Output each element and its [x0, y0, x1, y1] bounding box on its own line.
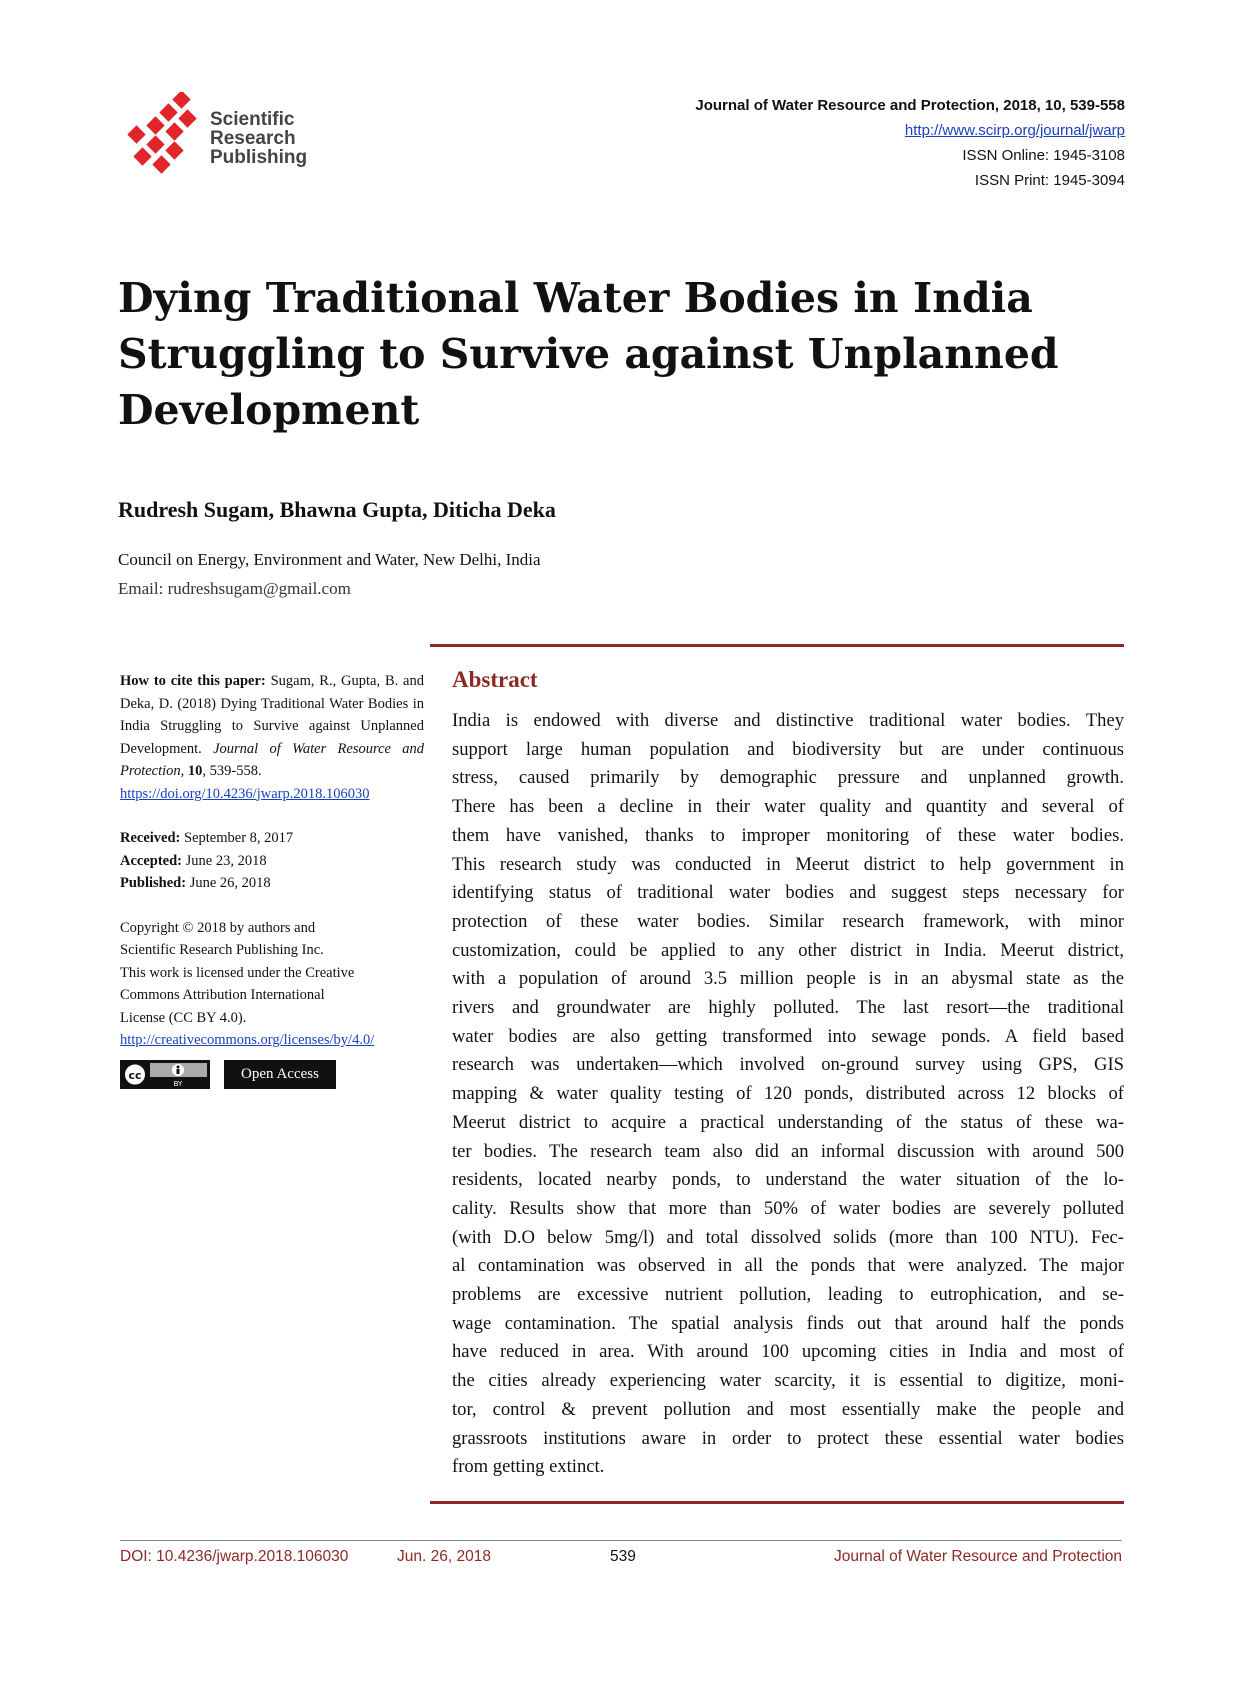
logo-wordmark: [210, 110, 307, 167]
abstract-line: al contamination was observed in all the ponds that were analyzed. The major: [452, 1255, 1124, 1277]
paper-title: [118, 270, 1059, 438]
svg-text:cc: cc: [128, 1068, 142, 1082]
abstract-line: customization, could be applied to any other district in India. Meerut district,: [452, 939, 1124, 961]
logo-diamond-grid-icon: [120, 92, 206, 178]
published-label: Published:: [120, 875, 187, 891]
accepted-label: Accepted:: [120, 852, 183, 869]
journal-citation: Journal of Water Resource and Protection, 2018, 10, 539-558: [695, 97, 1125, 114]
copyright-line: This work is licensed under the Creative: [120, 964, 355, 981]
abstract-line: identifying status of traditional water bodies and suggest steps necessary for: [452, 882, 1124, 904]
cite-journal: Journal of Water Resource and Protection,: [120, 740, 425, 779]
logo-line: Publishing: [210, 147, 308, 168]
cite-pages: , 539-558.: [202, 763, 262, 779]
title-line: Development: [118, 386, 420, 434]
open-access-badge[interactable]: Open Access: [224, 1060, 336, 1089]
abstract-line: them have vanished, thanks to improper monitoring of these water bodies.: [452, 824, 1124, 846]
accepted-row: [120, 850, 424, 873]
abstract-line: water bodies are also getting transformed into sewage ponds. A field based: [452, 1025, 1124, 1047]
issn-print: ISSN Print: 1945-3094: [974, 172, 1125, 189]
received-row: [120, 827, 424, 850]
logo-line: Research: [210, 128, 296, 149]
title-line: Struggling to Survive against Unplanned: [118, 330, 1059, 378]
abstract-line: tor, control & prevent pollution and most essentially make the people and: [452, 1398, 1124, 1420]
abstract-line: have reduced in area. With around 100 upcoming cities in India and most of: [452, 1341, 1124, 1363]
abstract-line: There has been a decline in their water quality and quantity and several of: [452, 796, 1124, 818]
citation-sidebar: [120, 670, 424, 1090]
abstract-line: (with D.O below 5mg/l) and total dissolved solids (more than 100 NTU). Fec-: [452, 1226, 1124, 1248]
affiliation: Council on Energy, Environment and Water, New Delhi, India: [118, 550, 541, 569]
creative-commons-icon: [120, 1060, 210, 1089]
abstract-heading: Abstract: [452, 667, 538, 692]
issn-online: ISSN Online: 1945-3108: [962, 147, 1125, 164]
license-link[interactable]: http://creativecommons.org/licenses/by/4.0/: [120, 1032, 375, 1048]
received-label: Received:: [120, 830, 181, 846]
journal-url-link[interactable]: http://www.scirp.org/journal/jwarp: [904, 122, 1125, 139]
footer-rule: [120, 1540, 1122, 1541]
license-badges: [120, 1060, 424, 1090]
copyright-line: Scientific Research Publishing Inc.: [120, 942, 324, 958]
published-row: [120, 872, 424, 895]
footer-page-number: 539: [610, 1548, 636, 1565]
publisher-logo: [120, 92, 320, 182]
abstract-line: cality. Results show that more than 50% of water bodies are severely polluted: [452, 1197, 1124, 1219]
abstract-line: research was undertaken—which involved on-ground survey using GPS, GIS: [452, 1054, 1124, 1076]
abstract-bottom-rule: [430, 1501, 1124, 1504]
abstract-line: problems are excessive nutrient pollution, leading to eutrophication, and se-: [452, 1284, 1124, 1306]
footer-doi: DOI: 10.4236/jwarp.2018.106030: [120, 1548, 349, 1565]
abstract-line: rivers and groundwater are highly polluted. The last resort—the traditional: [452, 997, 1124, 1019]
received-date: September 8, 2017: [184, 830, 294, 846]
footer-journal: Journal of Water Resource and Protection: [833, 1548, 1122, 1565]
cite-label: How to cite this paper:: [120, 673, 266, 689]
title-line: Dying Traditional Water Bodies in India: [118, 274, 1033, 322]
author-email: Email: rudreshsugam@gmail.com: [118, 579, 351, 598]
abstract-line: support large human population and biodiversity but are under continuous: [452, 738, 1124, 760]
footer-date: Jun. 26, 2018: [397, 1548, 491, 1565]
abstract-line: mapping & water quality testing of 120 ponds, distributed across 12 blocks of: [452, 1083, 1124, 1105]
abstract-line: ter bodies. The research team also did an informal discussion with around 500: [452, 1140, 1124, 1162]
abstract-line: the cities already experiencing water scarcity, it is essential to digitize, moni-: [452, 1370, 1124, 1392]
abstract-line: stress, caused primarily by demographic pressure and unplanned growth.: [452, 767, 1124, 789]
abstract-line: This research study was conducted in Meerut district to help government in: [452, 853, 1124, 875]
copyright-line: Copyright © 2018 by authors and: [120, 919, 316, 936]
cc-by-badge[interactable]: [120, 1060, 210, 1089]
published-date: June 26, 2018: [189, 875, 271, 891]
abstract-line: grassroots institutions aware in order to protect these essential water bodies: [452, 1427, 1124, 1449]
cite-text: Sugam, R., Gupta, B. and Deka, D. (2018) Dying Traditional Water Bodies in India Struggling to Survive against Unplanned Development.: [120, 673, 424, 757]
abstract-line: India is endowed with diverse and distinctive traditional water bodies. They: [452, 710, 1124, 731]
abstract-line: from getting extinct.: [452, 1456, 605, 1478]
journal-header: [695, 93, 1125, 193]
abstract-line: Meerut district to acquire a practical understanding of the status of these wa-: [452, 1111, 1124, 1133]
abstract-line: residents, located nearby ponds, to understand the water situation of the lo-: [452, 1169, 1124, 1191]
cc-by-label: BY: [173, 1079, 183, 1088]
accepted-date: June 23, 2018: [185, 852, 267, 869]
how-to-cite: [120, 670, 424, 783]
authors: Rudresh Sugam, Bhawna Gupta, Diticha Deka: [118, 497, 556, 522]
abstract-line: with a population of around 3.5 million people is in an abysmal state as the: [452, 968, 1124, 990]
abstract-line: wage contamination. The spatial analysis finds out that around half the ponds: [452, 1312, 1124, 1334]
cite-volume: 10: [187, 763, 203, 779]
logo-line: Scientific: [210, 109, 295, 130]
abstract-line: protection of these water bodies. Similar research framework, with minor: [452, 910, 1124, 932]
copyright-line: Commons Attribution International: [120, 987, 325, 1003]
copyright-line: License (CC BY 4.0).: [120, 1009, 247, 1026]
abstract-top-rule: [430, 644, 1124, 647]
abstract-body: [452, 707, 1124, 1482]
doi-link[interactable]: https://doi.org/10.4236/jwarp.2018.106030: [120, 785, 370, 802]
